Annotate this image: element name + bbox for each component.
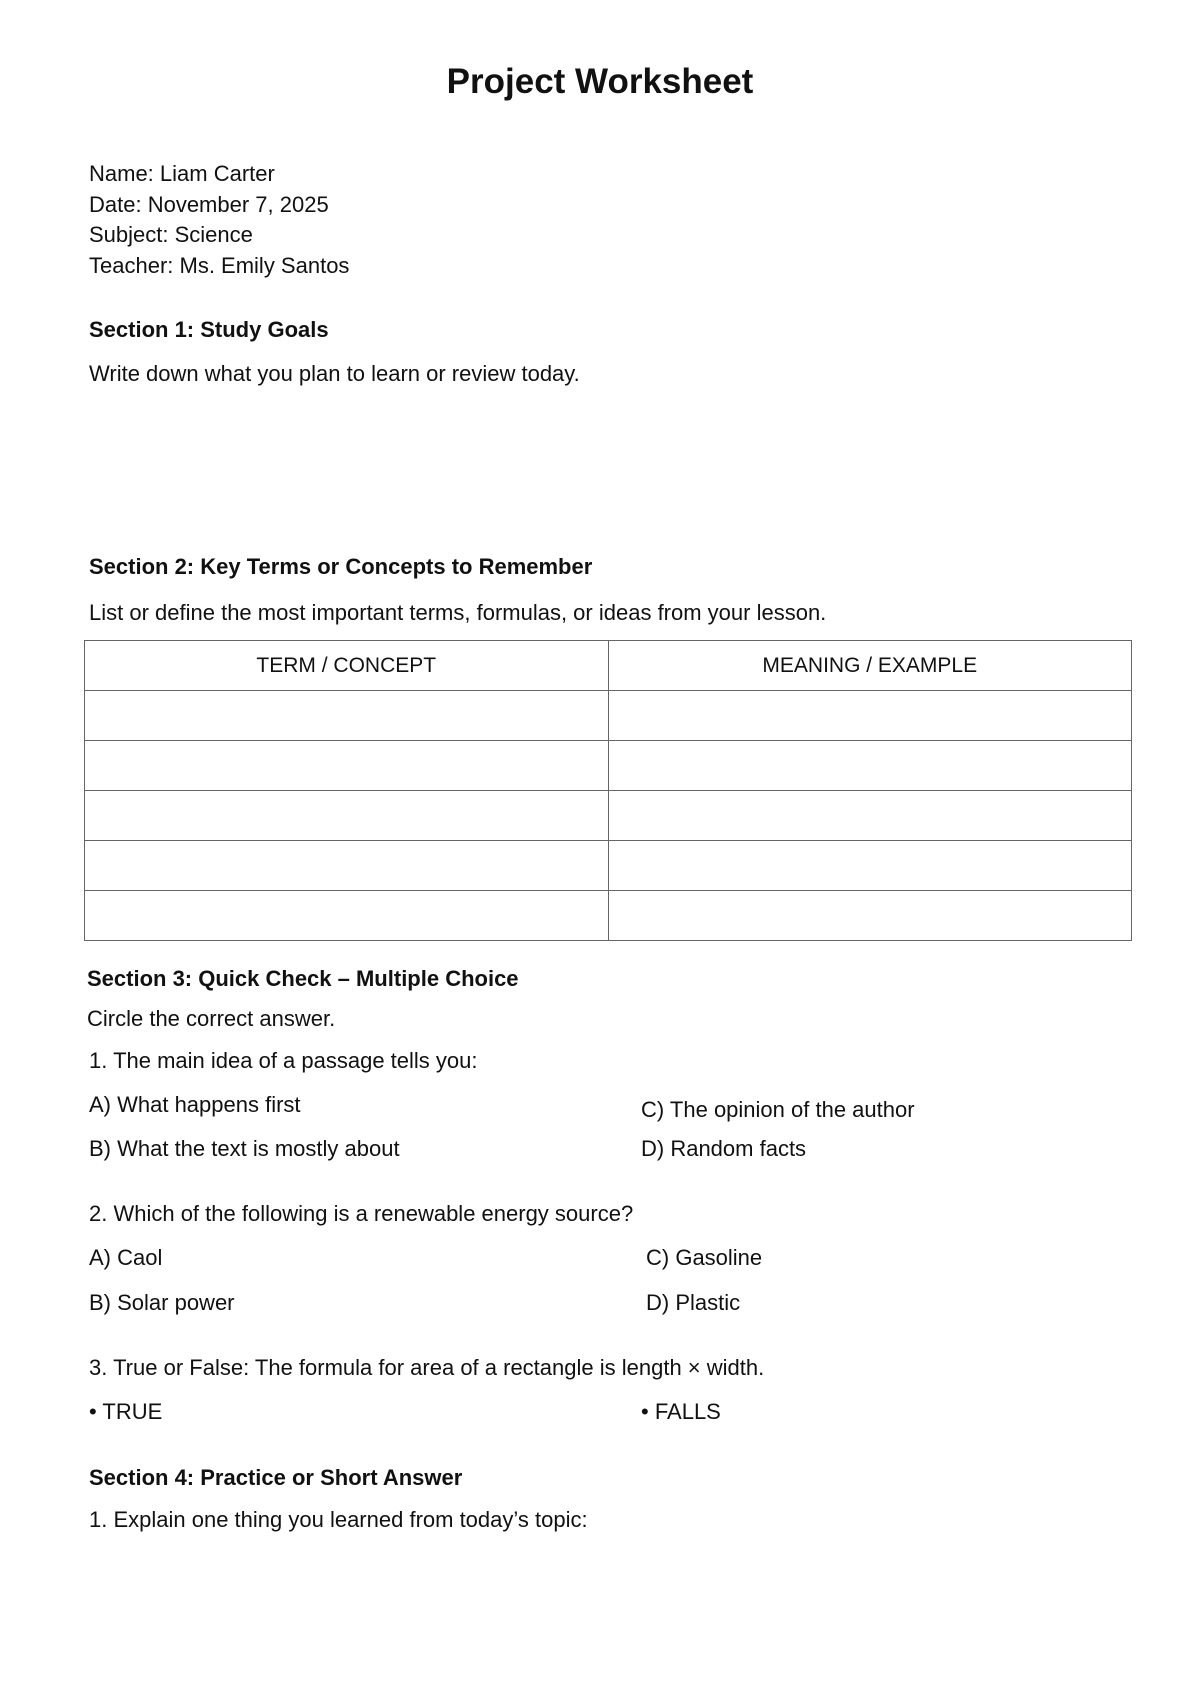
meaning-cell[interactable]: [608, 741, 1132, 791]
section3-instruction: Circle the correct answer.: [87, 1006, 336, 1031]
meaning-cell[interactable]: [608, 891, 1132, 941]
q3-option-false[interactable]: • FALLS: [641, 1399, 721, 1424]
q1-question: 1. The main idea of a passage tells you:: [89, 1048, 478, 1073]
q1-option-a[interactable]: A) What happens first: [89, 1092, 301, 1117]
table-row: [85, 691, 1132, 741]
q2-option-b[interactable]: B) Solar power: [89, 1290, 235, 1315]
subject: Subject: Science: [89, 222, 253, 247]
date: Date: November 7, 2025: [89, 192, 329, 217]
q3-question: 3. True or False: The formula for area of a rectangle is length × width.: [89, 1355, 765, 1380]
meaning-cell[interactable]: [608, 841, 1132, 891]
section3-heading: Section 3: Quick Check – Multiple Choice: [87, 966, 519, 991]
key-terms-table: [84, 640, 1132, 941]
q3-option-true[interactable]: • TRUE: [89, 1399, 163, 1424]
q1-option-d[interactable]: D) Random facts: [641, 1136, 807, 1161]
q2-option-d[interactable]: D) Plastic: [646, 1290, 741, 1315]
q2-option-a[interactable]: A) Caol: [89, 1245, 163, 1270]
term-cell[interactable]: [85, 691, 609, 741]
section4-heading: Section 4: Practice or Short Answer: [89, 1465, 463, 1490]
table-header-row: [85, 641, 1132, 691]
teacher: Teacher: Ms. Emily Santos: [89, 253, 350, 278]
table-row: [85, 791, 1132, 841]
section1-heading: Section 1: Study Goals: [89, 317, 329, 342]
term-cell[interactable]: [85, 791, 609, 841]
page-title: Project Worksheet: [446, 62, 754, 101]
section2-instruction: List or define the most important terms, formulas, or ideas from your lesson.: [89, 600, 827, 625]
section2-heading: Section 2: Key Terms or Concepts to Remember: [89, 554, 593, 579]
q1-option-c[interactable]: C) The opinion of the author: [641, 1097, 915, 1122]
q2-question: 2. Which of the following is a renewable energy source?: [89, 1201, 634, 1226]
meaning-cell[interactable]: [608, 791, 1132, 841]
column-header-meaning: MEANING / EXAMPLE: [608, 641, 1132, 691]
q1-option-b[interactable]: B) What the text is mostly about: [89, 1136, 400, 1161]
term-cell[interactable]: [85, 741, 609, 791]
column-header-term: TERM / CONCEPT: [85, 641, 609, 691]
meaning-cell[interactable]: [608, 691, 1132, 741]
section1-instruction: Write down what you plan to learn or review today.: [89, 361, 580, 386]
q2-option-c[interactable]: C) Gasoline: [646, 1245, 763, 1270]
table-row: [85, 741, 1132, 791]
term-cell[interactable]: [85, 841, 609, 891]
student-name: Name: Liam Carter: [89, 161, 275, 186]
section4-q1: 1. Explain one thing you learned from today’s topic:: [89, 1507, 588, 1532]
table-row: [85, 841, 1132, 891]
term-cell[interactable]: [85, 891, 609, 941]
table-row: [85, 891, 1132, 941]
